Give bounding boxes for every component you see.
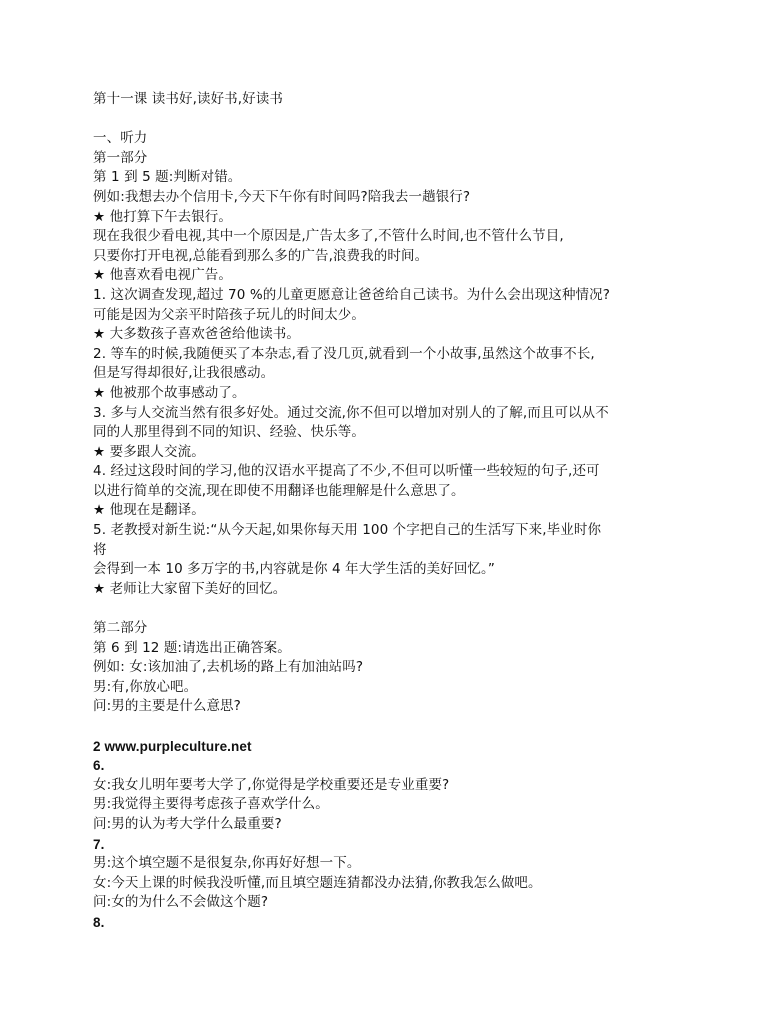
example2-answer: ★ 他喜欢看电视广告。 [93,267,232,284]
example2-line1: 现在我很少看电视,其中一个原因是,广告太多了,不管什么时间,也不管什么节目, [93,228,564,245]
item-1-line2: 可能是因为父亲平时陪孩子玩儿的时间太少。 [93,306,365,323]
item-4-line1: 4. 经过这段时间的学习,他的汉语水平提高了不少,不但可以听懂一些较短的句子,还可 [93,463,600,480]
item-2-line2: 但是写得却很好,让我很感动。 [93,365,275,382]
item-5-line3: 会得到一本 10 多万字的书,内容就是你 4 年大学生活的美好回忆。” [93,561,495,578]
item-5-statement: ★ 老师让大家留下美好的回忆。 [93,580,287,597]
part2-example-line3: 问:男的主要是什么意思? [93,698,241,715]
item-2-statement: ★ 他被那个故事感动了。 [93,384,246,401]
dialog-7-line1: 男:这个填空题不是很复杂,你再好好想一下。 [93,855,361,872]
part2-instruction: 第 6 到 12 题:请选出正确答案。 [93,639,291,656]
dialog-6-number: 6. [93,758,105,774]
dialog-6-question: 问:男的认为考大学什么最重要? [93,815,282,832]
item-3-statement: ★ 要多跟人交流。 [93,443,205,460]
lesson-title: 第十一课 读书好,读好书,好读书 [93,91,283,107]
section-heading: 一、听力 [93,130,148,147]
dialog-6-line2: 男:我觉得主要得考虑孩子喜欢学什么。 [93,796,329,813]
item-1-line1: 1. 这次调查发现,超过 70 %的儿童更愿意让爸爸给自己读书。为什么会出现这种情况? [93,286,611,303]
spacer [93,599,693,619]
dialog-8-number: 8. [93,914,105,930]
item-1-statement: ★ 大多数孩子喜欢爸爸给他读书。 [93,326,300,343]
document-page [93,90,693,933]
item-2-line1: 2. 等车的时候,我随便买了本杂志,看了没几页,就看到一个小故事,虽然这个故事不长, [93,345,595,362]
part2-example-line2: 男:有,你放心吧。 [93,678,198,695]
part2-heading: 第二部分 [93,620,148,637]
item-4-line2: 以进行简单的交流,现在即使不用翻译也能理解是什么意思了。 [93,482,465,499]
spacer [93,717,693,737]
part2-example-line1: 例如: 女:该加油了,去机场的路上有加油站吗? [93,659,364,676]
item-3-line2: 同的人那里得到不同的知识、经验、快乐等。 [93,424,365,441]
example-question: 例如:我想去办个信用卡,今天下午你有时间吗?陪我去一趟银行? [93,188,471,205]
item-3-line1: 3. 多与人交流当然有很多好处。通过交流,你不但可以增加对别人的了解,而且可以从不 [93,404,609,421]
example-answer: ★ 他打算下午去银行。 [93,208,232,225]
page-footer-url: 2 www.purpleculture.net [93,738,252,754]
part-heading: 第一部分 [93,149,148,166]
dialog-7-number: 7. [93,836,105,852]
item-5-line1: 5. 老教授对新生说:“从今天起,如果你每天用 100 个字把自己的生活写下来,毕业时你 [93,522,602,539]
dialog-7-line2: 女:今天上课的时候我没听懂,而且填空题连猜都没办法猜,你教我怎么做吧。 [93,874,542,891]
dialog-7-question: 问:女的为什么不会做这个题? [93,894,269,911]
instruction: 第 1 到 5 题:判断对错。 [93,169,242,186]
spacer [93,110,693,130]
example2-line2: 只要你打开电视,总能看到那么多的广告,浪费我的时间。 [93,247,429,264]
dialog-6-line1: 女:我女儿明年要考大学了,你觉得是学校重要还是专业重要? [93,776,450,793]
item-4-statement: ★ 他现在是翻译。 [93,502,205,519]
item-5-line2: 将 [93,541,107,558]
